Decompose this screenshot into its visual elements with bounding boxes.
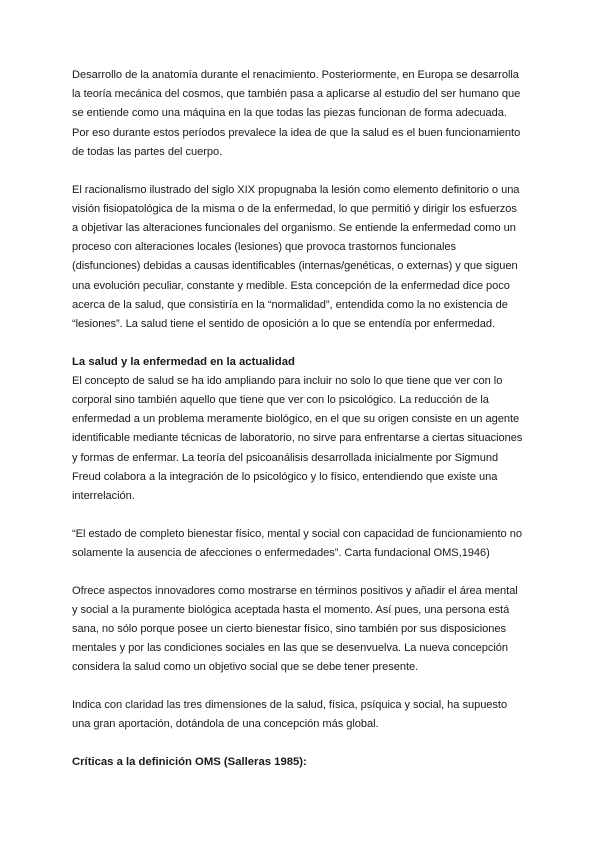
text-line: de todas las partes del cuerpo. xyxy=(72,145,223,158)
text-line: Ofrece aspectos innovadores como mostrarse en términos positivos y añadir el área mental xyxy=(72,584,518,597)
text-line: la teoría mecánica del cosmos, que también pasa a aplicarse al estudio del ser humano que xyxy=(72,88,521,101)
text-line: visión fisiopatológica de la misma o de la enfermedad, lo que permitió y dirigir los esfuerzos xyxy=(72,202,517,215)
paragraph-racionalismo xyxy=(72,181,540,335)
section-heading-criticas: Críticas a la definición OMS (Salleras 1985): xyxy=(72,756,307,769)
text-line: identificable mediante técnicas de laboratorio, no sirve para enfrentarse a ciertas situaciones xyxy=(72,432,523,445)
paragraph-concepto-salud xyxy=(72,372,540,506)
text-line: Desarrollo de la anatomía durante el renacimiento. Posteriormente, en Europa se desarrolla xyxy=(72,69,519,81)
text-line: Freud colabora a la integración de lo psicológico y lo físico, entendiendo que existe una xyxy=(72,470,498,483)
text-line: El racionalismo ilustrado del siglo XIX propugnaba la lesión como elemento definitorio o una xyxy=(72,183,520,196)
text-line: se entiende como una máquina en la que todas las piezas funcionan de forma adecuada. xyxy=(72,107,507,120)
text-line: una gran aportación, dotándola de una concepción más global. xyxy=(72,718,379,731)
text-line: solamente la ausencia de afecciones o enfermedades”. Carta fundacional OMS,1946) xyxy=(72,546,490,559)
document-page xyxy=(72,66,540,772)
text-line: considera la salud como un objetivo social que se debe tener presente. xyxy=(72,661,419,674)
text-line: a objetivar las alteraciones funcionales del organismo. Se entiende la enfermedad como un xyxy=(72,221,516,234)
text-line: y formas de enfermar. La teoría del psicoanálisis desarrollada inicialmente por Sigmund xyxy=(72,451,499,464)
text-line: corporal sino también aquello que tiene que ver con lo psicológico. La reducción de la xyxy=(72,394,489,407)
text-line: sana, no sólo porque posee un cierto bienestar físico, sino también por sus disposiciones xyxy=(72,623,507,636)
text-line: (disfunciones) debidas a causas identificables (internas/genéticas, o externas) y que siguen xyxy=(72,260,518,273)
text-line: una evolución peculiar, constante y medible. Esta concepción de la enfermedad dice poco xyxy=(72,279,510,292)
paragraph-tres-dimensiones xyxy=(72,696,540,734)
paragraph-gap xyxy=(72,506,540,525)
paragraph-oms-quote xyxy=(72,525,540,563)
text-line: y social a la puramente biológica aceptada hasta el momento. Así pues, una persona está xyxy=(72,603,510,616)
paragraph-gap xyxy=(72,735,540,754)
paragraph-aspectos-innovadores xyxy=(72,582,540,678)
text-line: “lesiones”. La salud tiene el sentido de oposición a lo que se entendía por enfermedad. xyxy=(72,317,496,330)
section-heading-actualidad: La salud y la enfermedad en la actualidad xyxy=(72,355,295,368)
paragraph-gap xyxy=(72,162,540,181)
paragraph-gap xyxy=(72,334,540,353)
text-line: “El estado de completo bienestar físico, mental y social con capacidad de funcionamiento no xyxy=(72,527,522,540)
paragraph-anatomy-renaissance xyxy=(72,66,540,162)
text-line: mentales y por las condiciones sociales en las que se desenvuelva. La nueva concepción xyxy=(72,642,509,655)
text-line: Indica con claridad las tres dimensiones de la salud, física, psíquica y social, ha supuesto xyxy=(72,699,508,712)
text-line: enfermedad a un problema meramente biológico, en el que su origen consiste en un agente xyxy=(72,413,520,426)
text-line: Por eso durante estos períodos prevalece la idea de que la salud es el buen funcionamiento xyxy=(72,126,521,139)
paragraph-gap xyxy=(72,563,540,582)
text-line: acerca de la salud, que consistiría en la “normalidad”, entendida como la no existencia de xyxy=(72,298,508,311)
paragraph-gap xyxy=(72,678,540,697)
text-line: interrelación. xyxy=(72,490,135,503)
text-line: El concepto de salud se ha ido ampliando para incluir no solo lo que tiene que ver con lo xyxy=(72,374,503,387)
text-line: proceso con alteraciones locales (lesiones) que provoca trastornos funcionales xyxy=(72,241,456,254)
